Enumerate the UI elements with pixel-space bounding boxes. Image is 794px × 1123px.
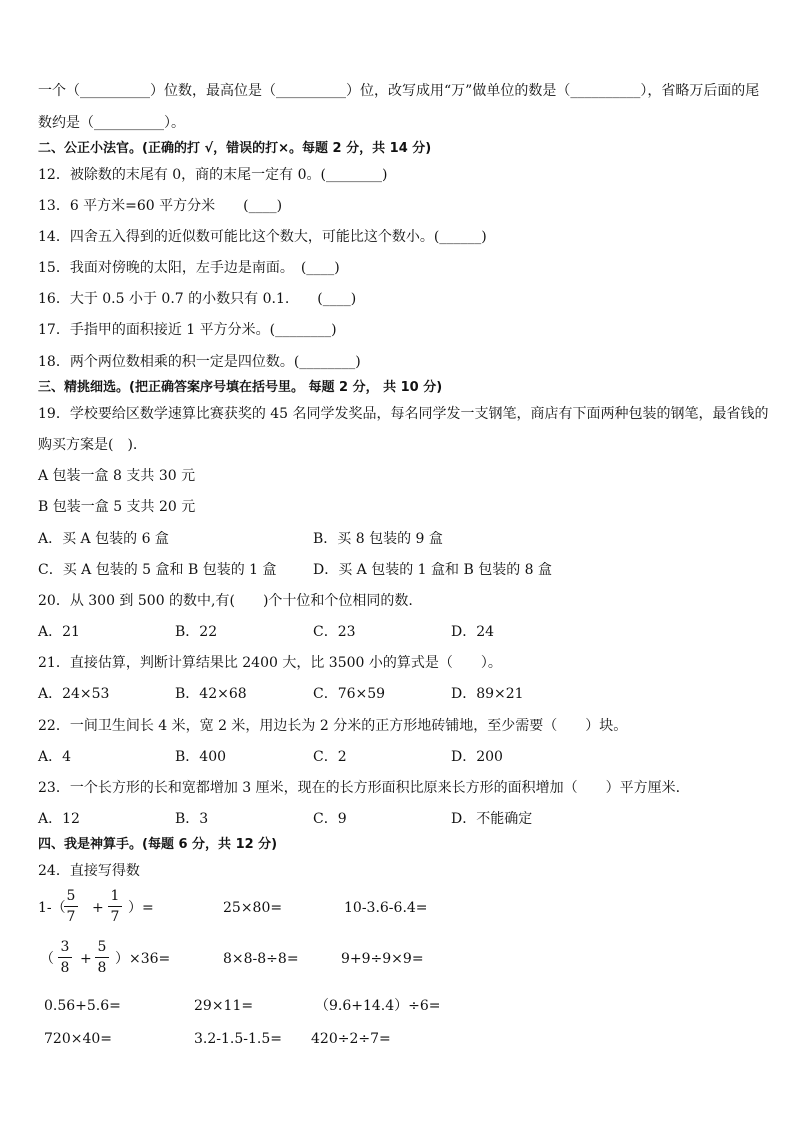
question-19-stem-line2: 购买方案是( ). bbox=[38, 437, 138, 453]
fraction-denominator: 8 bbox=[97, 960, 107, 976]
fraction-numerator: 3 bbox=[60, 939, 70, 955]
fraction-bar bbox=[64, 906, 78, 907]
question-21-stem: 21．直接估算，判断计算结果比 2400 大，比 3500 小的算式是（ ）。 bbox=[38, 655, 502, 671]
question-20-option-a: A．21 bbox=[38, 624, 80, 640]
question-21-option-b: B．42×68 bbox=[175, 686, 247, 702]
fraction-denominator: 7 bbox=[110, 909, 120, 925]
section2-heading: 二、公正小法官。(正确的打 √，错误的打×。每题 2 分，共 14 分) bbox=[38, 141, 432, 156]
question-21-option-d: D．89×21 bbox=[451, 686, 524, 702]
question-23-option-a: A．12 bbox=[38, 811, 80, 827]
question-23-stem: 23．一个长方形的长和宽都增加 3 厘米，现在的长方形面积比原来长方形的面积增加（ ）平方厘米. bbox=[38, 780, 681, 796]
calc-row1-expr1-prefix: 1-（ bbox=[38, 900, 66, 916]
calc-row4-expr2: 3.2-1.5-1.5= bbox=[194, 1031, 282, 1047]
question-23-option-b: B．3 bbox=[175, 811, 209, 827]
calc-row1-expr1-plus: + bbox=[92, 900, 104, 916]
question-12: 12．被除数的末尾有 0，商的末尾一定有 0。(________) bbox=[38, 167, 388, 183]
calc-row3-expr1: 0.56+5.6= bbox=[44, 998, 121, 1014]
calc-row2-expr1-prefix: （ bbox=[40, 951, 54, 967]
fraction-denominator: 7 bbox=[66, 909, 76, 925]
calc-row1-expr1-suffix: ）= bbox=[128, 900, 154, 916]
section3-heading: 三、精挑细选。(把正确答案序号填在括号里。 每题 2 分， 共 10 分) bbox=[38, 380, 443, 395]
question-20-stem: 20．从 300 到 500 的数中,有( )个十位和个位相同的数. bbox=[38, 593, 413, 609]
calc-row2-fraction-2 bbox=[95, 938, 109, 977]
calc-row3-expr3: （9.6+14.4）÷6= bbox=[315, 998, 441, 1014]
question-19-option-b: B．买 8 包装的 9 盒 bbox=[313, 531, 443, 547]
calc-row2-expr2: 8×8-8÷8= bbox=[223, 951, 299, 967]
question-14: 14．四舍五入得到的近似数可能比这个数大，可能比这个数小。(______) bbox=[38, 229, 487, 245]
question-18: 18．两个两位数相乘的积一定是四位数。(________) bbox=[38, 354, 361, 370]
calc-row2-expr1-suffix: ）×36= bbox=[115, 951, 171, 967]
calc-row1-expr3: 10-3.6-6.4= bbox=[344, 900, 428, 916]
question-22-stem: 22．一间卫生间长 4 米，宽 2 米，用边长为 2 分米的正方形地砖铺地，至少需要（ ）块。 bbox=[38, 718, 628, 734]
question-19-option-a: A．买 A 包装的 6 盒 bbox=[38, 531, 169, 547]
question-22-option-a: A．4 bbox=[38, 749, 72, 765]
question-20-option-b: B．22 bbox=[175, 624, 218, 640]
calc-row1-fraction-1 bbox=[64, 887, 78, 926]
fraction-bar bbox=[95, 957, 109, 958]
question-24-title: 24．直接写得数 bbox=[38, 863, 140, 879]
question-16: 16．大于 0.5 小于 0.7 的小数只有 0.1. (____) bbox=[38, 291, 357, 307]
question-19-package-a: A 包装一盒 8 支共 30 元 bbox=[38, 468, 196, 484]
question-13: 13．6 平方米=60 平方分米 (____) bbox=[38, 198, 283, 214]
q11-continuation-line1: 一个（__________）位数，最高位是（__________）位，改写成用“万”做单位的数是（__________），省略万后面的尾 bbox=[38, 83, 760, 99]
calc-row2-expr3: 9+9÷9×9= bbox=[341, 951, 424, 967]
calc-row4-expr3: 420÷2÷7= bbox=[311, 1031, 391, 1047]
question-22-option-c: C．2 bbox=[313, 749, 347, 765]
fraction-numerator: 5 bbox=[66, 888, 76, 904]
calc-row2-fraction-1 bbox=[58, 938, 72, 977]
fraction-bar bbox=[58, 957, 72, 958]
question-21-option-a: A．24×53 bbox=[38, 686, 110, 702]
question-20-option-c: C．23 bbox=[313, 624, 356, 640]
calc-row1-expr2: 25×80= bbox=[223, 900, 283, 916]
fraction-bar bbox=[108, 906, 122, 907]
calc-row4-expr1: 720×40= bbox=[44, 1031, 112, 1047]
q11-continuation-line2: 数约是（__________）。 bbox=[38, 115, 185, 131]
fraction-denominator: 8 bbox=[60, 960, 70, 976]
question-20-option-d: D．24 bbox=[451, 624, 495, 640]
question-19-option-d: D．买 A 包装的 1 盒和 B 包装的 8 盒 bbox=[313, 562, 553, 578]
section4-heading: 四、我是神算手。(每题 6 分，共 12 分) bbox=[38, 837, 278, 852]
question-23-option-c: C．9 bbox=[313, 811, 347, 827]
question-22-option-b: B．400 bbox=[175, 749, 227, 765]
question-19-option-c: C．买 A 包装的 5 盒和 B 包装的 1 盒 bbox=[38, 562, 277, 578]
question-23-option-d: D．不能确定 bbox=[451, 811, 533, 827]
question-15: 15．我面对傍晚的太阳，左手边是南面。 (____) bbox=[38, 260, 340, 276]
question-22-option-d: D．200 bbox=[451, 749, 503, 765]
question-21-option-c: C．76×59 bbox=[313, 686, 386, 702]
calc-row1-fraction-2 bbox=[108, 887, 122, 926]
question-17: 17．手指甲的面积接近 1 平方分米。(________) bbox=[38, 322, 337, 338]
calc-row3-expr2: 29×11= bbox=[194, 998, 254, 1014]
fraction-numerator: 1 bbox=[110, 888, 120, 904]
calc-row2-expr1-plus: + bbox=[80, 951, 92, 967]
fraction-numerator: 5 bbox=[97, 939, 107, 955]
question-19-stem-line1: 19．学校要给区数学速算比赛获奖的 45 名同学发奖品，每名同学发一支钢笔，商店有下面两种包装的钢笔，最省钱的 bbox=[38, 406, 769, 422]
question-19-package-b: B 包装一盒 5 支共 20 元 bbox=[38, 499, 196, 515]
